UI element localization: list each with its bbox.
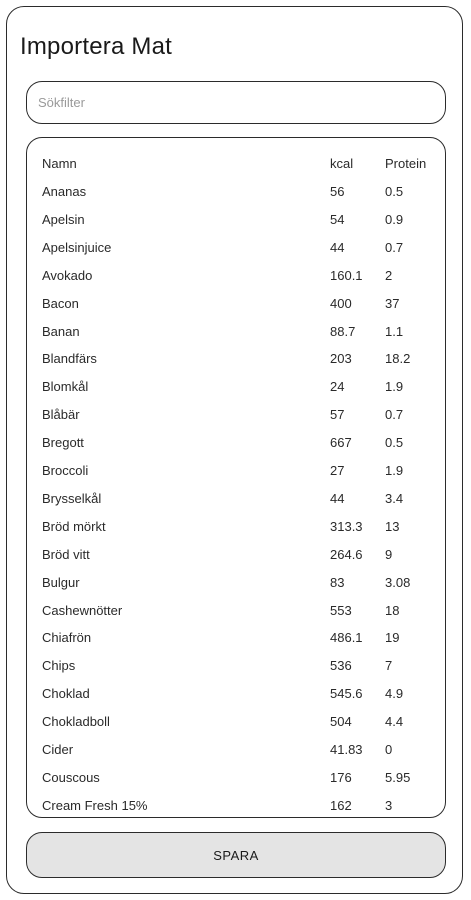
- food-name: Blåbär: [42, 407, 80, 423]
- food-kcal: 667: [330, 435, 352, 451]
- food-kcal: 486.1: [330, 630, 363, 646]
- table-row[interactable]: [27, 652, 445, 680]
- food-kcal: 24: [330, 379, 345, 395]
- food-protein: 18: [385, 602, 400, 618]
- table-row[interactable]: [27, 624, 445, 652]
- food-name: Choklad: [42, 686, 90, 702]
- food-protein: 13: [385, 518, 400, 534]
- table-row[interactable]: [27, 178, 445, 206]
- food-protein: 5.95: [385, 769, 411, 785]
- table-row[interactable]: [27, 262, 445, 290]
- food-name: Cider: [42, 742, 74, 757]
- food-name: Bröd vitt: [42, 546, 90, 562]
- food-kcal: 400: [330, 295, 352, 311]
- food-protein: 4.9: [385, 686, 404, 702]
- food-protein: 37: [385, 295, 400, 311]
- food-protein: 3.4: [385, 490, 404, 506]
- table-row[interactable]: [27, 541, 445, 569]
- food-kcal: 545.6: [330, 686, 363, 702]
- food-protein: 0.5: [385, 435, 404, 451]
- food-name: Chiafrön: [42, 630, 92, 646]
- food-kcal: 203: [330, 351, 352, 367]
- food-kcal: 57: [330, 407, 345, 423]
- table-row[interactable]: [27, 373, 445, 401]
- food-kcal: 162: [330, 797, 352, 813]
- food-kcal: 264.6: [330, 546, 363, 562]
- food-kcal: 56: [330, 184, 345, 199]
- food-name: Bregott: [42, 435, 84, 451]
- food-protein: 0.5: [385, 184, 404, 199]
- food-protein: 3: [385, 797, 393, 813]
- table-row[interactable]: [27, 206, 445, 234]
- food-name: Bröd mörkt: [42, 518, 106, 534]
- table-row[interactable]: [27, 457, 445, 485]
- table-row[interactable]: [27, 234, 445, 262]
- food-name: Bulgur: [42, 574, 80, 590]
- food-list[interactable]: [26, 137, 446, 818]
- food-name: Brysselkål: [42, 490, 102, 506]
- food-protein: 0.7: [385, 407, 404, 423]
- table-row[interactable]: [27, 401, 445, 429]
- table-header: [27, 150, 445, 178]
- table-row[interactable]: [27, 290, 445, 318]
- food-name: Apelsin: [42, 211, 85, 227]
- food-kcal: 504: [330, 714, 352, 730]
- column-header-kcal: kcal: [330, 156, 354, 171]
- food-protein: 19: [385, 630, 400, 646]
- food-name: Couscous: [42, 769, 100, 785]
- table-row[interactable]: [27, 792, 445, 820]
- food-name: Chips: [42, 658, 76, 674]
- food-protein: 1.1: [385, 323, 404, 339]
- food-kcal: 27: [330, 463, 345, 478]
- food-kcal: 88.7: [330, 323, 356, 339]
- table-row[interactable]: [27, 597, 445, 625]
- food-name: Broccoli: [42, 463, 89, 478]
- save-button[interactable]: SPARA: [26, 832, 446, 878]
- search-input[interactable]: [27, 82, 445, 123]
- food-kcal: 313.3: [330, 518, 363, 534]
- food-kcal: 176: [330, 769, 352, 785]
- food-protein: 9: [385, 546, 393, 562]
- food-protein: 4.4: [385, 714, 404, 730]
- page-title: Importera Mat: [20, 33, 172, 60]
- table-row[interactable]: [27, 429, 445, 457]
- food-list-scroll-area[interactable]: [27, 138, 445, 813]
- food-kcal: 44: [330, 490, 345, 506]
- table-row[interactable]: [27, 513, 445, 541]
- food-name: Blomkål: [42, 379, 89, 395]
- food-kcal: 44: [330, 239, 345, 255]
- food-protein: 1.9: [385, 463, 404, 478]
- food-kcal: 41.83: [330, 742, 363, 757]
- search-field[interactable]: [26, 81, 446, 124]
- food-name: Ananas: [42, 184, 87, 199]
- food-kcal: 553: [330, 602, 352, 618]
- table-row[interactable]: [27, 764, 445, 792]
- table-row[interactable]: [27, 318, 445, 346]
- food-protein: 0: [385, 742, 393, 757]
- food-kcal: 160.1: [330, 267, 363, 283]
- food-protein: 18.2: [385, 351, 411, 367]
- table-row[interactable]: [27, 736, 445, 764]
- table-row[interactable]: [27, 680, 445, 708]
- food-name: Banan: [42, 323, 80, 339]
- food-protein: 0.9: [385, 211, 404, 227]
- food-name: Bacon: [42, 295, 79, 311]
- food-name: Apelsinjuice: [42, 239, 112, 255]
- food-name: Chokladboll: [42, 714, 110, 730]
- food-protein: 3.08: [385, 574, 411, 590]
- food-kcal: 536: [330, 658, 352, 674]
- table-row[interactable]: [27, 485, 445, 513]
- column-header-protein: Protein: [385, 156, 427, 171]
- food-protein: 1.9: [385, 379, 404, 395]
- food-kcal: 83: [330, 574, 345, 590]
- food-name: Cream Fresh 15%: [42, 797, 148, 813]
- food-protein: 0.7: [385, 239, 404, 255]
- food-protein: 7: [385, 658, 393, 674]
- food-name: Blandfärs: [42, 351, 97, 367]
- food-protein: 2: [385, 267, 393, 283]
- table-row[interactable]: [27, 708, 445, 736]
- food-name: Avokado: [42, 267, 93, 283]
- food-name: Cashewnötter: [42, 602, 123, 618]
- table-row[interactable]: [27, 345, 445, 373]
- table-row[interactable]: [27, 569, 445, 597]
- food-kcal: 54: [330, 211, 345, 227]
- column-header-name: Namn: [42, 156, 77, 171]
